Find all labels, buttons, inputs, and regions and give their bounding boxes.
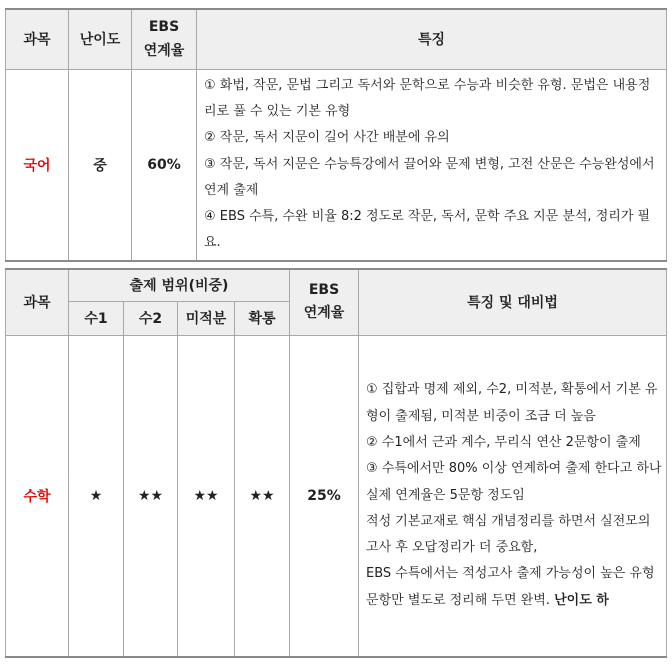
korean-table — [5, 8, 667, 262]
header-features: 특징 — [197, 9, 667, 69]
math-description — [359, 335, 667, 657]
header-probability: 확통 — [235, 301, 290, 335]
header-ebs-rate — [132, 9, 197, 69]
header-math1: 수1 — [69, 301, 124, 335]
desc-line: ① 집합과 명제 제외, 수2, 미적분, 확통에서 기본 유형이 출제됨, 미적분 비중이 조금 더 높음 — [366, 382, 658, 424]
math-table — [5, 268, 667, 658]
header-difficulty: 난이도 — [69, 9, 132, 69]
desc-line: ② 작문, 독서 지문이 길어 사간 배분에 유의 — [204, 130, 450, 146]
header-subject: 과목 — [6, 9, 69, 69]
header-ebs-line2: 연계율 — [143, 43, 185, 60]
desc-line: ② 수1에서 근과 계수, 무리식 연산 2문항이 출제 — [366, 435, 641, 450]
ebs-rate-value: 25% — [290, 335, 359, 657]
header-ebs-line1: EBS — [148, 19, 180, 36]
desc-line — [366, 561, 662, 614]
stars-probability: ★★ — [235, 335, 290, 657]
header-range: 출제 범위(비중) — [69, 269, 290, 301]
desc-line: 적성 기본교재로 핵심 개념정리를 하면서 실전모의고사 후 오답정리가 더 중요함, — [366, 513, 651, 556]
header-ebs-line1: EBS — [308, 282, 340, 299]
subject-korean: 국어 — [6, 69, 69, 261]
desc-line: ① 화법, 작문, 문법 그리고 독서와 문학으로 수능과 비슷한 유형. 문법은 내용정리로 풀 수 있는 기본 유형 — [204, 78, 651, 120]
header-ebs-rate — [290, 269, 359, 335]
header-ebs-line2: 연계율 — [303, 305, 345, 322]
korean-description — [197, 69, 667, 261]
stars-calculus: ★★ — [178, 335, 235, 657]
header-math2: 수2 — [124, 301, 178, 335]
subject-math: 수학 — [6, 335, 69, 657]
stars-math1: ★ — [69, 335, 124, 657]
desc-line: ③ 수특에서만 80% 이상 연계하여 출제 한다고 하나 실제 연계율은 5문항 정도임 — [366, 461, 662, 503]
header-features: 특징 및 대비법 — [359, 269, 667, 335]
desc-line: ③ 작문, 독서 지문은 수능특강에서 끌어와 문제 변형, 고전 산문은 수능완성에서 연계 출제 — [204, 156, 655, 198]
ebs-rate-value: 60% — [132, 69, 197, 261]
header-subject: 과목 — [6, 269, 69, 335]
desc-text: EBS 수특에서는 적성고사 출제 가능성이 높은 유형 문항만 별도로 정리해 두면 완벽. — [366, 566, 655, 608]
difficulty-note: 난이도 하 — [554, 592, 609, 608]
desc-line: ④ EBS 수특, 수완 비율 8:2 정도로 작문, 독서, 문학 주요 지문 분석, 정리가 필요. — [204, 209, 651, 251]
header-calculus: 미적분 — [178, 301, 235, 335]
stars-math2: ★★ — [124, 335, 178, 657]
difficulty-value: 중 — [69, 69, 132, 261]
